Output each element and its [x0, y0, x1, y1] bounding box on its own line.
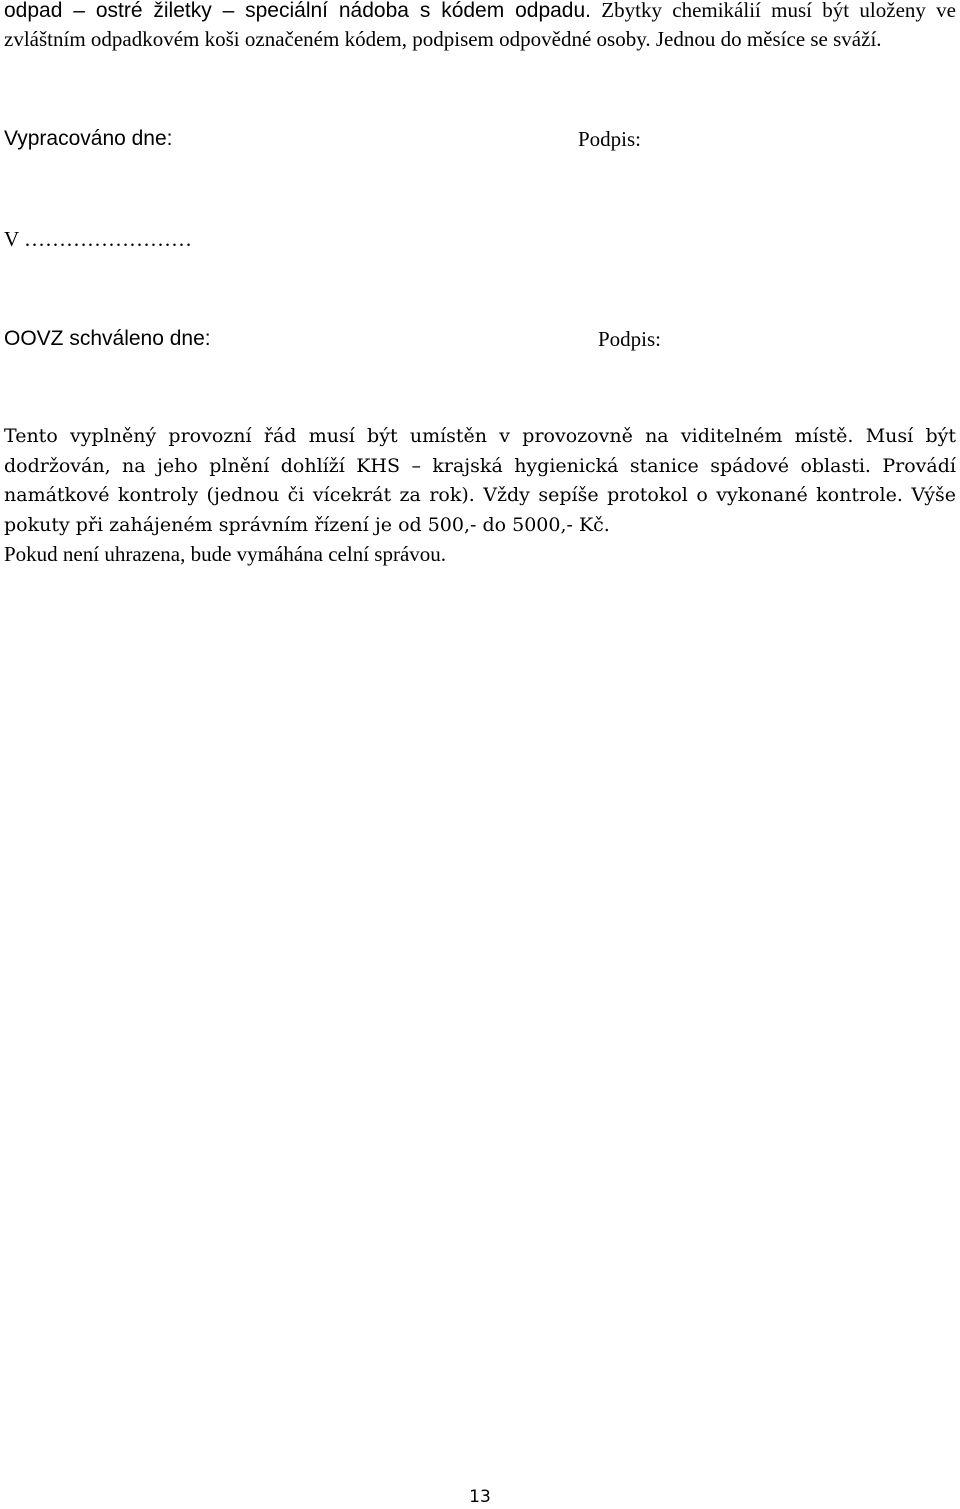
prepared-date-label: Vypracováno dne:: [4, 127, 173, 150]
notice-paragraph: [4, 422, 956, 571]
page-number: 13: [469, 1487, 491, 1507]
approved-signature-label: Podpis:: [598, 327, 662, 351]
notice-tail-text: Pokud není uhrazena, bude vymáhána celní správou.: [4, 542, 447, 566]
place-line: V ……………………: [4, 227, 193, 251]
approved-date-label: OOVZ schváleno dne:: [4, 327, 211, 350]
notice-body-text: Tento vyplněný provozní řád musí být umístěn v provozovně na viditelném místě. Musí být dodržován, na jeho plnění dohlíží KHS – krajská hygienická stanice spádové oblasti. Provádí namátkové kontroly (jednou či vícekrát za rok). Vždy sepíše protokol o vykonané kontrole. Výše pokuty při zahájeném správním řízení je od 500,- do 5000,- Kč.: [4, 425, 956, 536]
intro-lead-text: odpad – ostré žiletky – speciální nádoba s kódem odpadu.: [4, 0, 592, 22]
prepared-signature-label: Podpis:: [578, 127, 642, 151]
intro-rest-text: Zbytky chemikálií musí být uloženy ve zvláštním odpadkovém koši označeném kódem, podpisem odpovědné osoby. Jednou do měsíce se sváží.: [4, 0, 956, 51]
intro-paragraph: [4, 0, 956, 54]
